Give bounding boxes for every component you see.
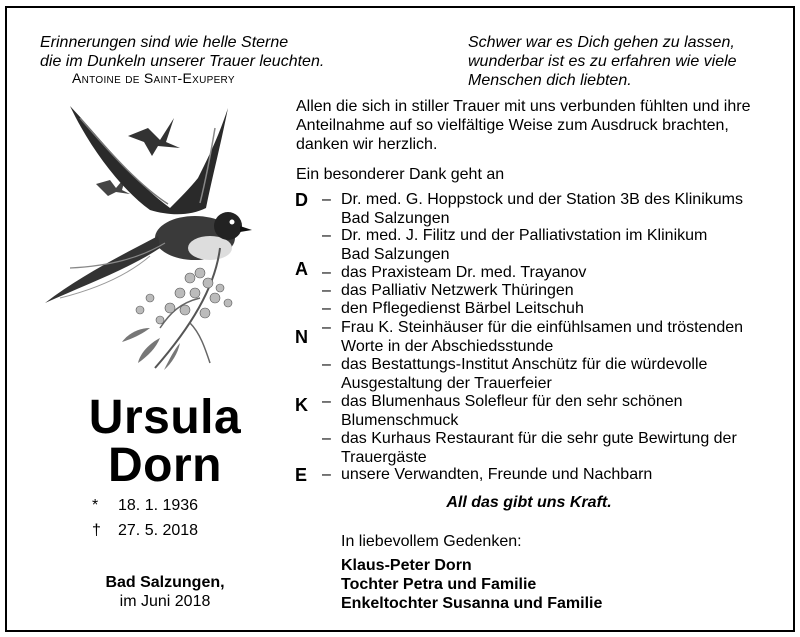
thanks-item-line: das Bestattungs-Institut Anschütz für die würdevolle: [341, 356, 708, 373]
thanks-item-line: Bad Salzungen: [341, 210, 450, 227]
thanks-item: [322, 318, 762, 356]
thanks-item: [322, 263, 762, 282]
flower-sprig-icon: [122, 248, 232, 370]
birth-date-row: [92, 496, 198, 515]
dash: –: [322, 300, 331, 317]
dash: –: [322, 466, 331, 483]
thanks-item: [322, 281, 762, 300]
intro-line: Anteilnahme auf so vielfältige Weise zum Ausdruck brachten,: [296, 117, 729, 134]
thanks-item-line: Trauergäste: [341, 449, 427, 466]
thanks-item-line: Ausgestaltung der Trauerfeier: [341, 375, 552, 392]
thanks-item: [322, 429, 762, 467]
thanks-item-line: Dr. med. J. Filitz und der Palliativstation im Klinikum: [341, 227, 708, 244]
thanks-item: [322, 299, 762, 318]
signer: Klaus-Peter Dorn: [341, 557, 472, 574]
deceased-last-name: Dorn: [108, 439, 222, 492]
thanks-item: [322, 355, 762, 393]
dash: –: [322, 393, 331, 410]
birth-date: 18. 1. 1936: [118, 497, 199, 514]
place: Bad Salzungen,: [105, 574, 225, 591]
right-quote-line: Schwer war es Dich gehen zu lassen,: [468, 34, 735, 51]
dash: –: [322, 282, 331, 299]
thanks-item-line: Frau K. Steinhäuser für die einfühlsamen und tröstenden: [341, 319, 744, 336]
thanks-item: [322, 226, 762, 264]
thanks-item-line: das Praxisteam Dr. med. Trayanov: [341, 264, 587, 281]
intro-line: Allen die sich in stiller Trauer mit uns verbunden fühlten und ihre: [296, 98, 751, 115]
thanks-item: [322, 190, 762, 228]
left-quote-line: Erinnerungen sind wie helle Sterne: [40, 34, 289, 51]
thanks-item-line: das Blumenhaus Solefleur für den sehr schönen: [341, 393, 683, 410]
death-date-row: [92, 521, 198, 540]
left-quote: [40, 33, 324, 71]
right-quote-line: Menschen dich liebten.: [468, 72, 632, 89]
right-quote-line: wunderbar ist es zu erfahren wie viele: [468, 53, 737, 70]
dash: –: [322, 264, 331, 281]
dash: –: [322, 430, 331, 447]
thanks-item-line: Blumenschmuck: [341, 412, 459, 429]
birth-symbol: *: [92, 497, 99, 514]
quote-author: Antoine de Saint-Exupery: [72, 70, 235, 86]
thanks-item-line: den Pflegedienst Bärbel Leitschuh: [341, 300, 584, 317]
acrostic-letter: E: [295, 465, 308, 485]
death-date: 27. 5. 2018: [118, 522, 199, 539]
signer: Tochter Petra und Familie: [341, 576, 537, 593]
month-year: im Juni 2018: [119, 593, 211, 610]
motto: All das gibt uns Kraft.: [446, 494, 612, 511]
acrostic-letter: K: [295, 395, 308, 415]
thanks-item-line: das Kurhaus Restaurant für die sehr gute Bewirtung der: [341, 430, 737, 447]
left-quote-line: die im Dunkeln unserer Trauer leuchten.: [40, 53, 325, 70]
acrostic-letter: D: [295, 190, 308, 210]
thanks-item-line: unsere Verwandten, Freunde und Nachbarn: [341, 466, 653, 483]
thanks-item-line: Dr. med. G. Hoppstock und der Station 3B des Klinikums: [341, 191, 743, 208]
thanks-item-line: Bad Salzungen: [341, 246, 450, 263]
closing-intro: In liebevollem Gedenken:: [341, 533, 522, 550]
death-symbol: †: [92, 522, 101, 539]
thanks-item-line: das Palliativ Netzwerk Thüringen: [341, 282, 574, 299]
dash: –: [322, 191, 331, 208]
thanks-item: [322, 465, 762, 484]
intro-paragraph: [296, 97, 762, 154]
dash: –: [322, 319, 331, 336]
thanks-item-line: Worte in der Abschiedsstunde: [341, 338, 554, 355]
right-quote: [468, 33, 737, 90]
dash: –: [322, 356, 331, 373]
deceased-first-name: Ursula: [88, 391, 242, 444]
small-swallow-icon: [128, 118, 180, 156]
signer: Enkeltochter Susanna und Familie: [341, 595, 603, 612]
intro-line: danken wir herzlich.: [296, 136, 438, 153]
thanks-item: [322, 392, 762, 430]
special-thanks-heading: Ein besonderer Dank geht an: [296, 166, 505, 183]
swallow-illustration: [40, 98, 260, 383]
acrostic-letter: N: [295, 327, 308, 347]
dash: –: [322, 227, 331, 244]
acrostic-letter: A: [295, 259, 308, 279]
